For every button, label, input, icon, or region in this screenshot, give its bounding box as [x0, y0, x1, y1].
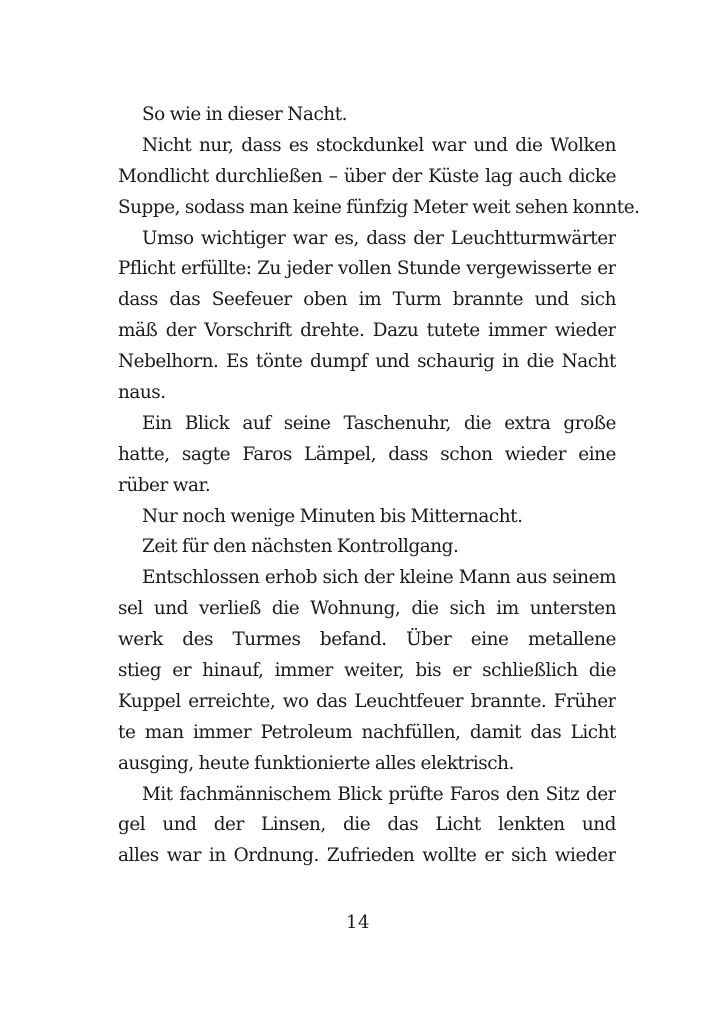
text-line: mäß der Vorschrift drehte. Dazu tutete immer wieder: [118, 320, 616, 342]
text-line: naus.: [118, 382, 166, 404]
text-line: hatte, sagte Faros Lämpel, dass schon wieder eine: [118, 443, 616, 465]
text-line: ausging, heute funktionierte alles elektrisch.: [118, 752, 514, 774]
text-line: So wie in dieser Nacht.: [142, 104, 348, 125]
text-line: Kuppel erreichte, wo das Leuchtfeuer brannte. Früher: [118, 690, 616, 712]
text-line: Umso wichtiger war es, dass der Leuchtturmwärter: [142, 227, 616, 249]
text-line: werk des Turmes befand. Über eine metallene: [118, 629, 616, 651]
text-line: Entschlossen erhob sich der kleine Mann aus seinem: [142, 567, 616, 589]
text-line: Nur noch wenige Minuten bis Mitternacht.: [142, 505, 523, 527]
text-line: dass das Seefeuer oben im Turm brannte und sich: [118, 289, 616, 311]
text-line: Ein Blick auf seine Taschenuhr, die extra große: [142, 412, 616, 434]
page-number: 14: [346, 912, 370, 933]
text-line: Mondlicht durchließen – über der Küste lag auch dicke: [118, 165, 616, 187]
text-line: stieg er hinauf, immer weiter, bis er schließlich die: [118, 660, 616, 682]
text-line: sel und verließ die Wohnung, die sich im untersten: [118, 598, 616, 620]
text-line: Pflicht erfüllte: Zu jeder vollen Stunde vergewisserte er: [118, 258, 616, 280]
text-line: Zeit für den nächsten Kontrollgang.: [142, 536, 459, 558]
text-line: Suppe, sodass man keine fünfzig Meter weit sehen konnte.: [118, 196, 640, 218]
text-line: te man immer Petroleum nachfüllen, damit das Licht: [118, 721, 616, 743]
text-line: Nicht nur, dass es stockdunkel war und die Wolken: [142, 134, 616, 156]
text-line: alles war in Ordnung. Zufrieden wollte er sich wieder: [118, 845, 616, 867]
text-line: Nebelhorn. Es tönte dumpf und schaurig in die Nacht: [118, 351, 616, 373]
text-line: gel und der Linsen, die das Licht lenkten und: [118, 814, 616, 836]
body-text: [118, 100, 640, 872]
text-line: Mit fachmännischem Blick prüfte Faros den Sitz der: [142, 783, 616, 805]
text-line: rüber war.: [118, 474, 211, 496]
